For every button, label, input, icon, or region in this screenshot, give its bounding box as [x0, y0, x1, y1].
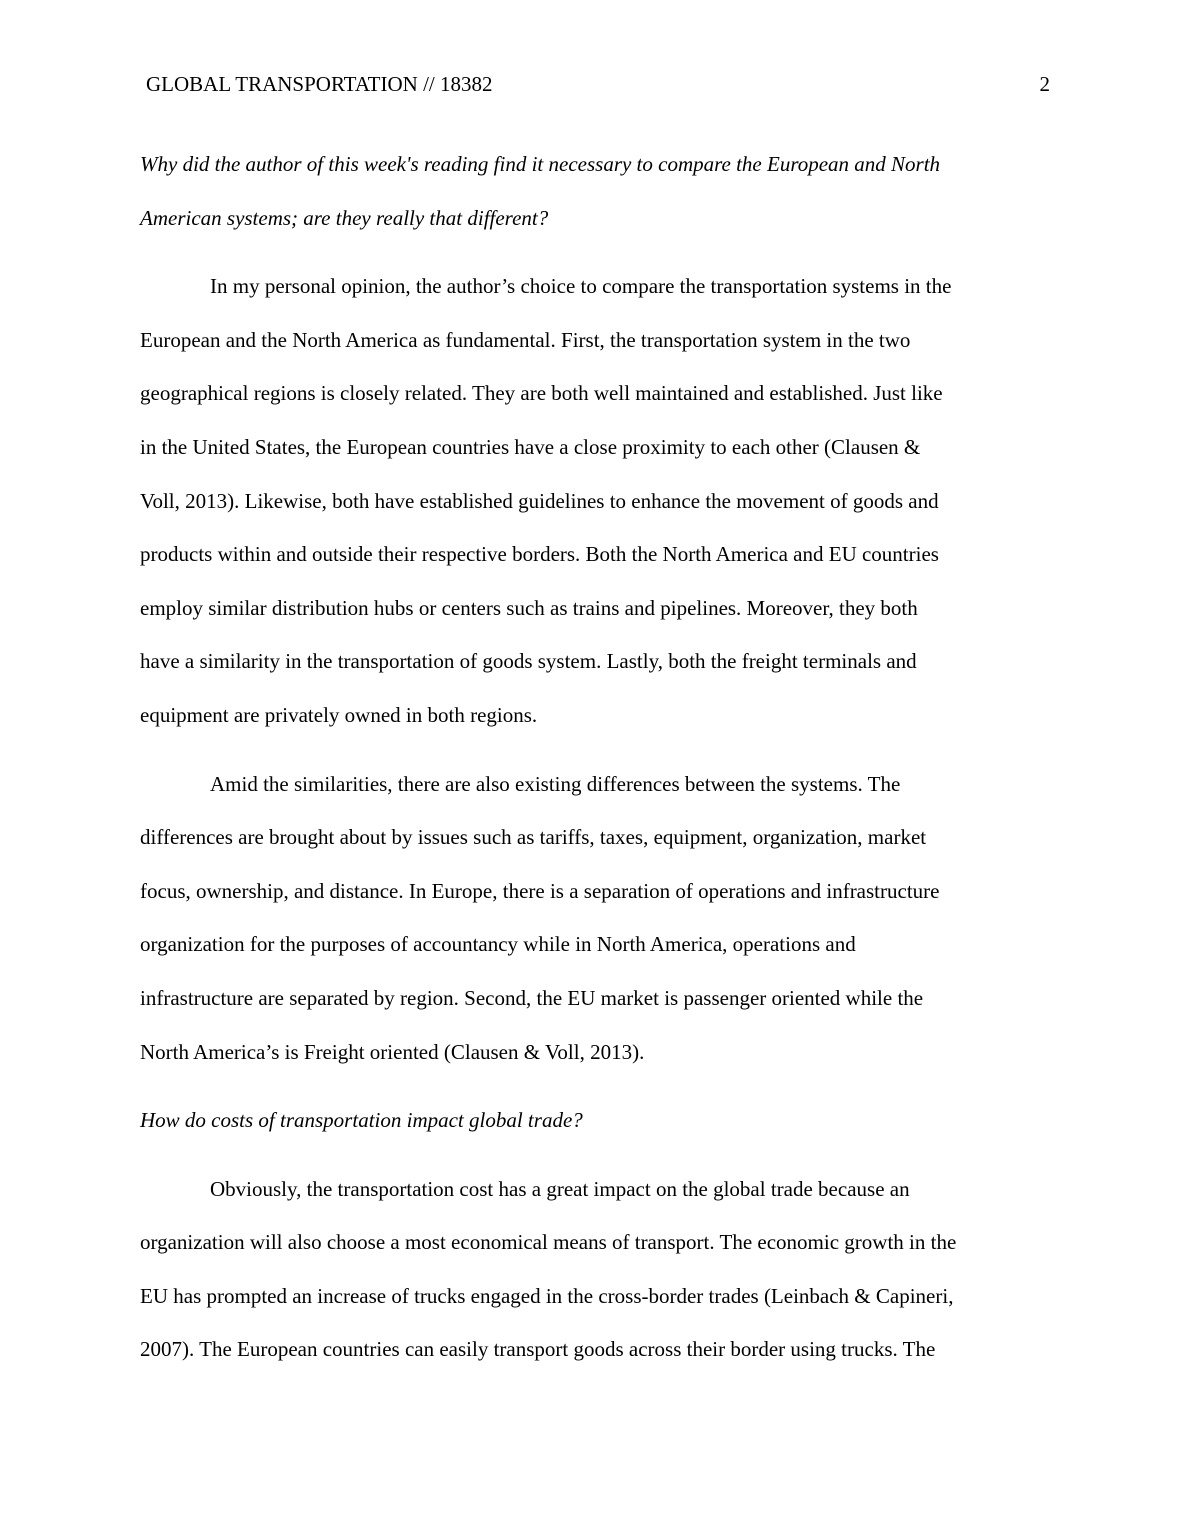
running-title: GLOBAL TRANSPORTATION // 18382 — [146, 72, 493, 96]
text-line: differences are brought about by issues such as tariffs, taxes, equipment, organization, market — [140, 825, 927, 850]
text-line: Obviously, the transportation cost has a great impact on the global trade because an — [210, 1176, 910, 1201]
text-line: In my personal opinion, the author’s choice to compare the transportation systems in the — [210, 274, 952, 299]
text-line: equipment are privately owned in both regions. — [140, 702, 538, 727]
text-line: infrastructure are separated by region. Second, the EU market is passenger oriented while the — [140, 985, 924, 1010]
question-heading-2 — [140, 1094, 1050, 1148]
paragraph-similarities — [140, 260, 1050, 742]
paragraph-costs — [140, 1163, 1050, 1377]
text-line: North America’s is Freight oriented (Clausen & Voll, 2013). — [140, 1039, 645, 1064]
question-heading-1 — [140, 138, 1050, 245]
paragraph-differences — [140, 758, 1050, 1080]
text-line: European and the North America as fundamental. First, the transportation system in the two — [140, 327, 911, 352]
page-header — [146, 70, 1050, 98]
text-line: EU has prompted an increase of trucks engaged in the cross-border trades (Leinbach & Capineri, — [140, 1283, 954, 1308]
page-number: 2 — [1039, 72, 1050, 96]
text-line: geographical regions is closely related. They are both well maintained and established. Just like — [140, 381, 943, 406]
text-line: organization for the purposes of accountancy while in North America, operations and — [140, 932, 856, 957]
text-line: American systems; are they really that different? — [140, 205, 549, 230]
text-line: have a similarity in the transportation of goods system. Lastly, both the freight terminals and — [140, 649, 917, 674]
text-line: focus, ownership, and distance. In Europe, there is a separation of operations and infrastructure — [140, 878, 940, 903]
text-line: Voll, 2013). Likewise, both have established guidelines to enhance the movement of goods and — [140, 488, 939, 513]
text-line: organization will also choose a most economical means of transport. The economic growth in the — [140, 1230, 957, 1255]
text-line: products within and outside their respective borders. Both the North America and EU countries — [140, 542, 939, 567]
document-body — [140, 138, 1050, 1377]
text-line: Why did the author of this week's reading find it necessary to compare the European and North — [140, 152, 941, 176]
text-line: 2007). The European countries can easily transport goods across their border using trucks. The — [140, 1337, 936, 1362]
text-line: Amid the similarities, there are also existing differences between the systems. The — [210, 771, 901, 796]
text-line: employ similar distribution hubs or centers such as trains and pipelines. Moreover, they both — [140, 595, 918, 620]
text-line: How do costs of transportation impact global trade? — [140, 1108, 583, 1133]
text-line: in the United States, the European countries have a close proximity to each other (Clausen & — [140, 434, 921, 459]
